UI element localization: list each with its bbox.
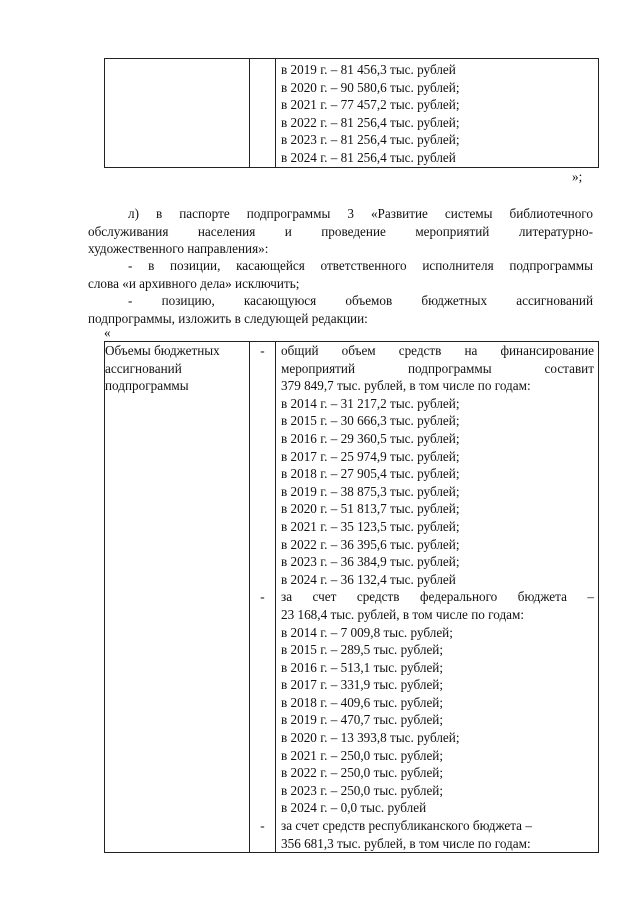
budget-label: Объемы бюджетных ассигнований подпрограммы [105, 343, 220, 394]
federal-heading-line-2: 23 168,4 тыс. рублей, в том числе по годам: [281, 606, 525, 622]
paragraph-sub2 [88, 292, 593, 327]
federal-year-row: в 2019 г. – 470,7 тыс. рублей; [281, 712, 444, 728]
total-year-row: в 2018 г. – 27 905,4 тыс. рублей; [281, 466, 460, 482]
budget-values-cell [276, 342, 599, 853]
federal-year-row: в 2017 г. – 331,9 тыс. рублей; [281, 677, 444, 693]
federal-year-row: в 2021 г. – 250,0 тыс. рублей; [281, 747, 444, 763]
values-cell [276, 59, 599, 168]
item-l-line-3: художественного направления»: [88, 241, 269, 257]
total-year-row: в 2016 г. – 29 360,5 тыс. рублей; [281, 430, 460, 446]
opening-quote: « [104, 325, 111, 340]
total-year-row: в 2014 г. – 31 217,2 тыс. рублей; [281, 395, 460, 411]
sub2-line-1: - позицию, касающуюся объемов бюджетных ассигнований [128, 293, 593, 308]
federal-year-row: в 2014 г. – 7 009,8 тыс. рублей; [281, 624, 453, 640]
item-l-line-1: л) в паспорте подпрограммы 3 «Развитие системы библиотечного [128, 206, 593, 221]
year-row: в 2022 г. – 81 256,4 тыс. рублей; [281, 114, 460, 130]
closing-quote: »; [572, 169, 583, 184]
dash-cell [250, 59, 276, 168]
federal-year-row: в 2023 г. – 250,0 тыс. рублей; [281, 782, 444, 798]
dash-marker: - [260, 343, 265, 358]
top-budget-table [104, 58, 599, 168]
year-row: в 2024 г. – 81 256,4 тыс. рублей [281, 149, 456, 165]
label-cell [105, 59, 250, 168]
federal-year-row: в 2016 г. – 513,1 тыс. рублей; [281, 659, 444, 675]
budget-label-cell [105, 342, 250, 853]
sub1-line-2: слова «и архивного дела» исключить; [88, 275, 300, 291]
federal-year-row: в 2020 г. – 13 393,8 тыс. рублей; [281, 730, 460, 746]
table-row [105, 59, 599, 168]
sub1-line-1: - в позиции, касающейся ответственного исполнителя подпрограммы [128, 258, 593, 273]
dash-marker: - [260, 818, 265, 833]
total-heading-line-3: 379 849,7 тыс. рублей, в том числе по годам: [281, 378, 531, 394]
total-heading-line-2: мероприятий подпрограммы составит [281, 360, 594, 376]
federal-year-row: в 2018 г. – 409,6 тыс. рублей; [281, 694, 444, 710]
republic-heading-line-2: 356 681,3 тыс. рублей, в том числе по годам: [281, 835, 531, 851]
dash-marker: - [260, 589, 265, 604]
total-year-row: в 2024 г. – 36 132,4 тыс. рублей [281, 571, 456, 587]
year-row: в 2023 г. – 81 256,4 тыс. рублей; [281, 132, 460, 148]
total-year-row: в 2021 г. – 35 123,5 тыс. рублей; [281, 518, 460, 534]
federal-year-row: в 2024 г. – 0,0 тыс. рублей [281, 800, 427, 816]
federal-year-row: в 2022 г. – 250,0 тыс. рублей; [281, 765, 444, 781]
main-budget-table [104, 341, 599, 853]
year-row: в 2021 г. – 77 457,2 тыс. рублей; [281, 97, 460, 113]
federal-heading-line-1: за счет средств федерального бюджета – [281, 589, 594, 605]
sub2-line-2: подпрограммы, изложить в следующей редакции: [88, 310, 368, 326]
total-year-row: в 2023 г. – 36 384,9 тыс. рублей; [281, 554, 460, 570]
total-year-row: в 2019 г. – 38 875,3 тыс. рублей; [281, 483, 460, 499]
year-row: в 2019 г. – 81 456,3 тыс. рублей [281, 62, 456, 77]
table-row [105, 342, 599, 853]
paragraph-item-l [88, 205, 593, 258]
total-year-row: в 2017 г. – 25 974,9 тыс. рублей; [281, 448, 460, 464]
total-year-row: в 2015 г. – 30 666,3 тыс. рублей; [281, 413, 460, 429]
total-year-row: в 2020 г. – 51 813,7 тыс. рублей; [281, 501, 460, 517]
item-l-line-2: обслуживания населения и проведение мероприятий литературно- [88, 223, 593, 239]
paragraph-sub1 [88, 257, 593, 292]
dash-cell [250, 342, 276, 853]
republic-heading-line-1: за счет средств республиканского бюджета – [281, 818, 532, 834]
total-heading-line-1: общий объем средств на финансирование [281, 343, 594, 358]
total-year-row: в 2022 г. – 36 395,6 тыс. рублей; [281, 536, 460, 552]
year-row: в 2020 г. – 90 580,6 тыс. рублей; [281, 79, 460, 95]
federal-year-row: в 2015 г. – 289,5 тыс. рублей; [281, 642, 444, 658]
